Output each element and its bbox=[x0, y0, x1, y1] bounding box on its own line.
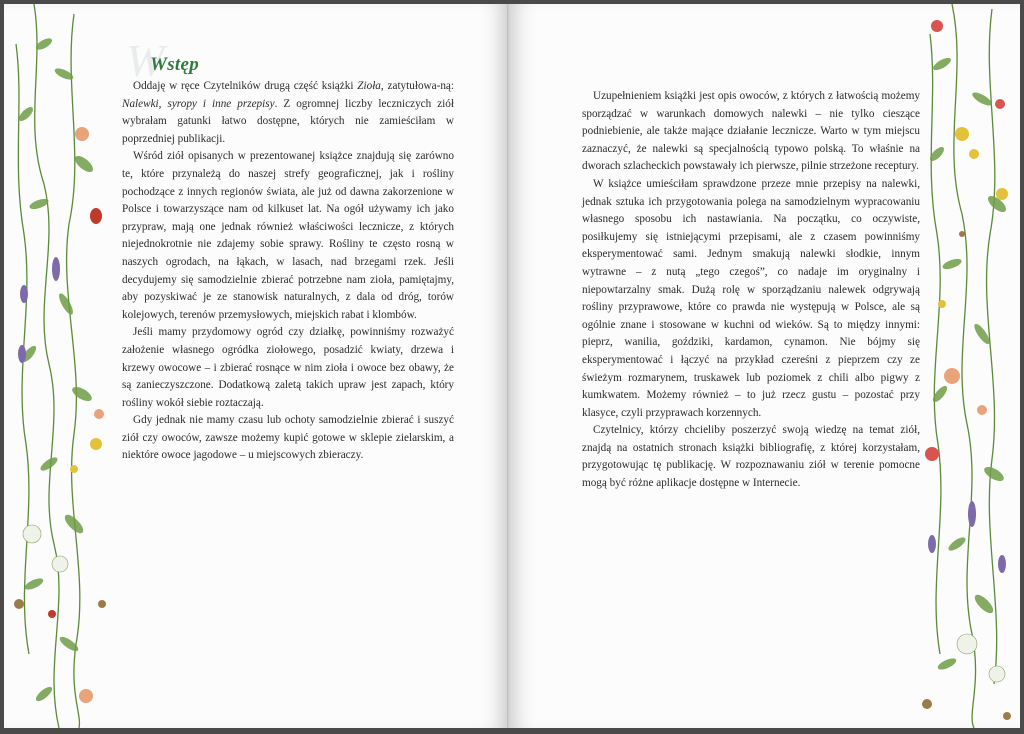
paragraph: Wśród ziół opisanych w prezentowanej książce znajdują się zarówno te, które przynależą do naszej strefy geograficznej, jak i rośliny pochodzące z innych regionów świata, ale już od dawna zakorzenione w Polsce i towarzyszące nam od kilkuset lat. Na ogół używamy ich jako przypraw, mają one jednak również właściwości lecznicze, z których niejednokrotnie nie zdajemy sobie sprawy. Rośliny te często rosną w naszych ogrodach, na łąkach, w lasach, nad brzegami rzek. Jeśli decydujemy się samodzielnie zbierać potrzebne nam zioła, pamiętajmy, aby pozyskiwać je ze stanowisk naturalnych, z dala od dróg, torów kolejowych, terenów przemysłowych, miejskich rabat i klombów. bbox=[122, 150, 454, 321]
paragraph: W książce umieściłam sprawdzone przeze mnie przepisy na nalewki, jednak sztuka ich przygotowania polega na samodzielnym wypracowaniu własnego sposobu ich nastawiania. Na początku, co oczywiste, posiłkujemy się istniejącymi przepisami, ale z czasem powinniśmy eksperymentować sami. Jednym smakują nalewki słodkie, innym wytrawne – z nutą „tego czegoś”, co nadaje im oryginalny i niepowtarzalny smak. Dużą rolę w sporządzaniu nalewek odgrywają rośliny przyprawowe, które co prawda nie występują w Polsce, ale są ogólnie znane i stosowane w kuchni od wieków. Są to między innymi: pieprz, wanilia, goździki, kardamon, cynamon. Nie bójmy się eksperymentować i łączyć na przykład czereśni z pieprzem czy ze świeżym rozmarynem, truskawek lub poziomek z chili albo pigwy z kumkwatem. Możemy również – to już rzecz gustu – pozostać przy klasyce, czyli przyprawach korzennych. bbox=[582, 177, 920, 419]
botanical-illustration-left-border bbox=[4, 4, 116, 728]
right-page bbox=[510, 4, 1020, 728]
paragraph: Oddaję w ręce Czytelników drugą część książki Zioła, zatytułowa-ną: Nalewki, syropy i inne przepisy. Z ogromnej liczby leczniczych ziół wybrałam gatunki łatwo dostępne, których nie zamieściłam w poprzedniej publikacji. bbox=[122, 80, 454, 145]
botanical-illustration-right-border bbox=[912, 4, 1020, 728]
paragraph: Uzupełnieniem książki jest opis owoców, z których z łatwością możemy sporządzać w warunkach domowych nalewki – nie tylko cieszące podniebienie, ale także mające działanie lecznicze. Warto w tym miejscu zaznaczyć, że nalewki są specjalnością typowo polską. To właśnie na dworach szlacheckich powstawały ich pierwsze, pilnie strzeżone receptury. bbox=[582, 90, 920, 173]
heading-watermark: W bbox=[126, 35, 165, 86]
paragraph: Gdy jednak nie mamy czasu lub ochoty samodzielnie zbierać i suszyć ziół czy owoców, zawsze możemy kupić gotowe w sklepie zielarskim, a niektóre owoce jagodowe – u miejscowych zbieraczy. bbox=[122, 414, 454, 462]
page-title: Wstęp bbox=[150, 54, 199, 75]
left-page-body bbox=[122, 78, 454, 465]
paragraph: Czytelnicy, którzy chcieliby poszerzyć swoją wiedzę na temat ziół, znajdą na ostatnich stronach książki bibliografię, z której korzystałam, przygotowując tę publikację. W rozpoznawaniu ziół w terenie pomocne mogą być różne aplikacje dostępne w Internecie. bbox=[582, 424, 920, 490]
right-page-body bbox=[582, 88, 920, 493]
left-page bbox=[4, 4, 508, 728]
paragraph: Jeśli mamy przydomowy ogród czy działkę, powinniśmy rozważyć założenie własnego ogródka ziołowego, posadzić kwiaty, drzewa i krzewy owocowe – i zbierać rosnące w nim zioła i owoce bez obawy, że są zanieczyszczone. Dodatkową zaletą takich upraw jest zapach, który rośliny wokół siebie roztaczają. bbox=[122, 326, 454, 409]
